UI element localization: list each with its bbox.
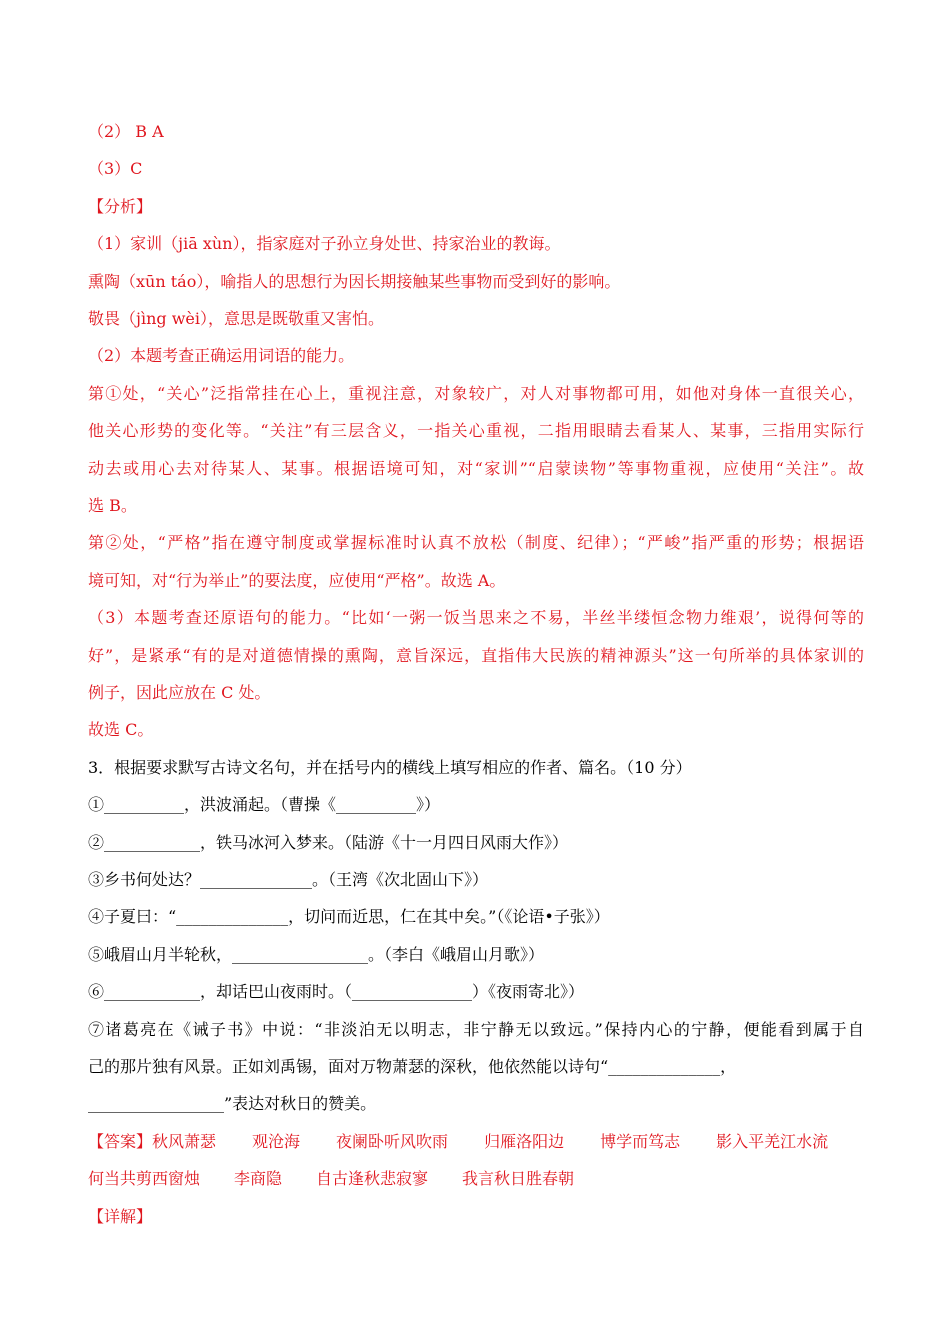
detail-heading: 【详解】 [88, 1207, 153, 1226]
analysis-line: （1）家训（jiā xùn），指家庭对子孙立身处世、持家治业的教诲。 [88, 234, 561, 253]
question-item: ④子夏曰：“______________，切问而近思，仁在其中矣。”（《论语•子张》） [88, 907, 610, 926]
analysis-line: 动去或用心去对待某人、某事。根据语境可知，对“家训”“启蒙读物”等事物重视，应使用“关注”。故 [88, 459, 864, 478]
answer-item: 夜阑卧听风吹雨 [336, 1132, 449, 1151]
answer-item: 何当共剪西窗烛 [88, 1169, 201, 1188]
analysis-line: 例子，因此应放在 C 处。 [88, 683, 271, 702]
question-3-prompt: 3．根据要求默写古诗文名句，并在括号内的横线上填写相应的作者、篇名。（10 分） [88, 758, 692, 777]
analysis-line: 第②处，“严格”指在遵守制度或掌握标准时认真不放松（制度、纪律）；“严峻”指严重的形势；根据语 [88, 533, 864, 552]
question-item: ⑦诸葛亮在《诫子书》中说：“非淡泊无以明志，非宁静无以致远。”保持内心的宁静，便能看到属于自 [88, 1020, 864, 1039]
question-item: _________________”表达对秋日的赞美。 [88, 1094, 377, 1113]
question-item: ⑤峨眉山月半轮秋，_________________。（李白《峨眉山月歌》） [88, 945, 545, 964]
question-item: ③乡书何处达？______________。（王湾《次北固山下》） [88, 870, 489, 889]
answer-label: 【答案】 [88, 1132, 153, 1151]
analysis-line: 好”，是紧承“有的是对道德情操的熏陶，意旨深远，直指伟大民族的精神源头”这一句所举的具体家训的 [88, 646, 864, 665]
answer-row-2 [88, 1167, 864, 1191]
analysis-line: （2）本题考查正确运用词语的能力。 [88, 346, 355, 365]
answer-line-2: （2） B A [88, 122, 164, 141]
answer-item: 李商隐 [234, 1169, 283, 1188]
analysis-line: 第①处，“关心”泛指常挂在心上，重视注意，对象较广，对人对事物都可用，如他对身体一直很关心， [88, 384, 864, 403]
analysis-line: 他关心形势的变化等。“关注”有三层含义，一指关心重视，二指用眼睛去看某人、某事，三指用实际行 [88, 421, 864, 440]
answer-item: 我言秋日胜春朝 [462, 1169, 575, 1188]
analysis-heading: 【分析】 [88, 197, 153, 216]
answer-item: 自古逢秋悲寂寥 [316, 1169, 429, 1188]
answer-line-3: （3）C [88, 159, 143, 178]
analysis-line: 境可知，对“行为举止”的要法度，应使用“严格”。故选 A。 [88, 571, 506, 590]
question-item: 己的那片独有风景。正如刘禹锡，面对万物萧瑟的深秋，他依然能以诗句“______________， [88, 1057, 737, 1076]
analysis-line: 熏陶（xūn táo），喻指人的思想行为因长期接触某些事物而受到好的影响。 [88, 272, 621, 291]
question-item: ②____________，铁马冰河入梦来。（陆游《十一月四日风雨大作》） [88, 833, 569, 852]
analysis-line: 选 B。 [88, 496, 137, 515]
answer-item: 秋风萧瑟 [152, 1132, 217, 1151]
analysis-line: 敬畏（jìng wèi），意思是既敬重又害怕。 [88, 309, 384, 328]
analysis-line: 故选 C。 [88, 720, 154, 739]
question-item: ⑥____________，却话巴山夜雨时。（_______________）《夜雨寄北》） [88, 982, 585, 1001]
answer-row-1 [88, 1130, 864, 1154]
answer-item: 观沧海 [252, 1132, 301, 1151]
analysis-line: （3）本题考查还原语句的能力。“比如‘一粥一饭当思来之不易，半丝半缕恒念物力维艰’，说得何等的 [88, 608, 864, 627]
question-item: ①__________，洪波涌起。（曹操《__________》） [88, 795, 441, 814]
answer-item: 博学而笃志 [600, 1132, 681, 1151]
answer-item: 影入平羌江水流 [716, 1132, 829, 1151]
answer-item: 归雁洛阳边 [484, 1132, 565, 1151]
